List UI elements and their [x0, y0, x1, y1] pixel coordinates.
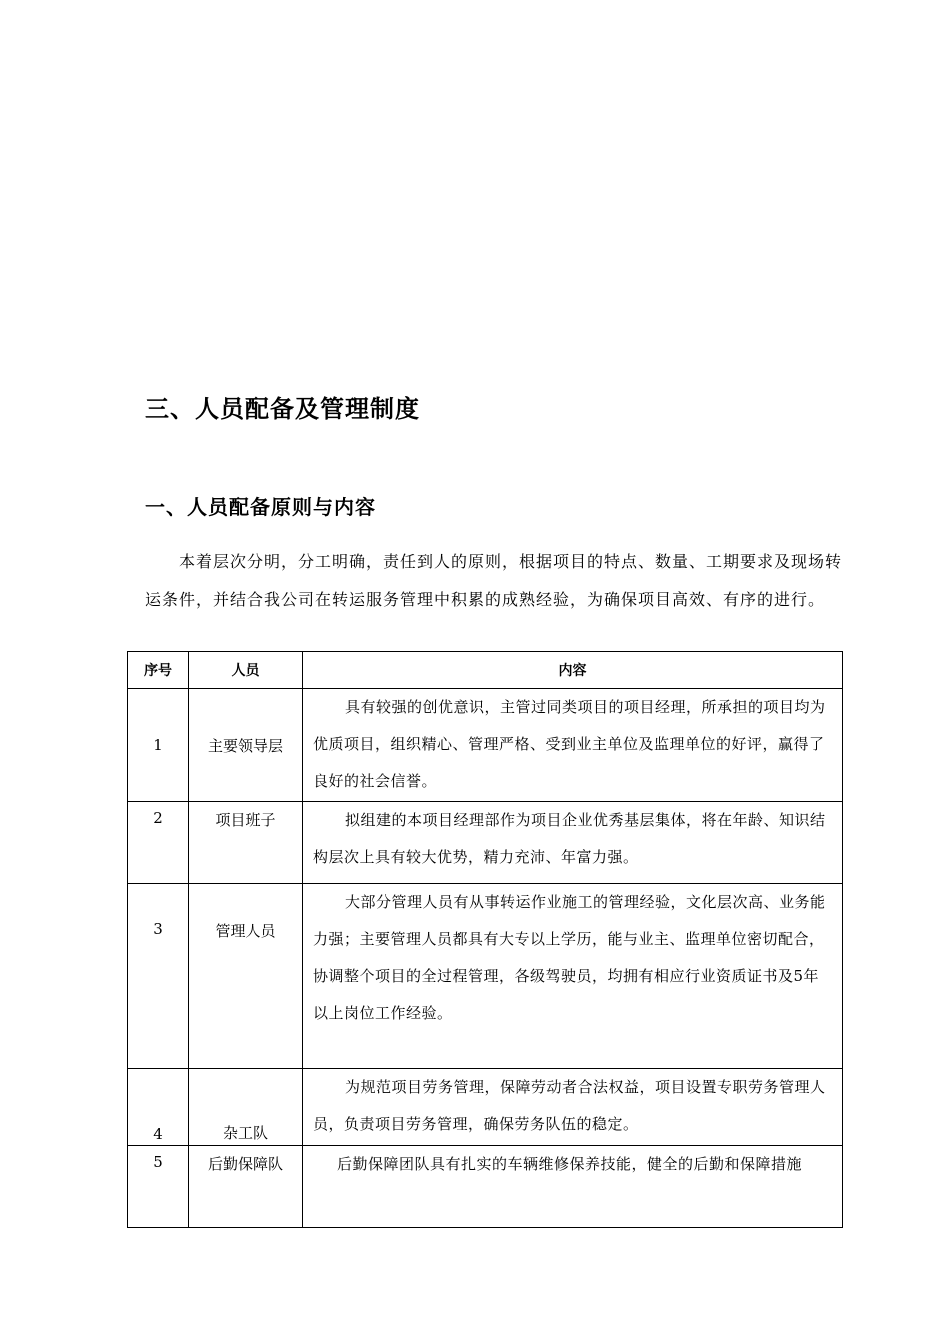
table-row	[128, 884, 843, 1069]
staffing-table	[127, 651, 843, 1228]
row-number: 1	[128, 689, 189, 802]
row-role: 项目班子	[189, 802, 303, 884]
section-title: 三、人员配备及管理制度	[145, 395, 420, 423]
row-content: 拟组建的本项目经理部作为项目企业优秀基层集体，将在年龄、知识结构层次上具有较大优势，精力充沛、年富力强。	[303, 802, 843, 884]
table-row	[128, 689, 843, 802]
table-row	[128, 1146, 843, 1228]
table-row	[128, 802, 843, 884]
row-role: 主要领导层	[189, 689, 303, 802]
row-content: 具有较强的创优意识，主管过同类项目的项目经理，所承担的项目均为优质项目，组织精心、管理严格、受到业主单位及监理单位的好评，赢得了良好的社会信誉。	[303, 689, 843, 802]
header-content: 内容	[303, 652, 843, 689]
row-number: 4	[128, 1069, 189, 1146]
row-content: 为规范项目劳务管理，保障劳动者合法权益，项目设置专职劳务管理人员，负责项目劳务管理，确保劳务队伍的稳定。	[303, 1069, 843, 1146]
row-content: 大部分管理人员有从事转运作业施工的管理经验，文化层次高、业务能力强；主要管理人员都具有大专以上学历，能与业主、监理单位密切配合，协调整个项目的全过程管理，各级驾驶员，均拥有相应行业资质证书及5年以上岗位工作经验。	[303, 884, 843, 1069]
row-number: 5	[128, 1146, 189, 1228]
row-role: 杂工队	[189, 1069, 303, 1146]
table-row	[128, 1069, 843, 1146]
header-no: 序号	[128, 652, 189, 689]
header-role: 人员	[189, 652, 303, 689]
subsection-title: 一、人员配备原则与内容	[145, 495, 376, 519]
row-number: 3	[128, 884, 189, 1069]
row-number: 2	[128, 802, 189, 884]
row-role: 后勤保障队	[189, 1146, 303, 1228]
table-header-row	[128, 652, 843, 689]
row-role: 管理人员	[189, 884, 303, 1069]
intro-paragraph: 本着层次分明，分工明确，责任到人的原则，根据项目的特点、数量、工期要求及现场转运条件，并结合我公司在转运服务管理中积累的成熟经验，为确保项目高效、有序的进行。	[145, 552, 843, 609]
row-content: 后勤保障团队具有扎实的车辆维修保养技能，健全的后勤和保障措施	[303, 1146, 843, 1228]
